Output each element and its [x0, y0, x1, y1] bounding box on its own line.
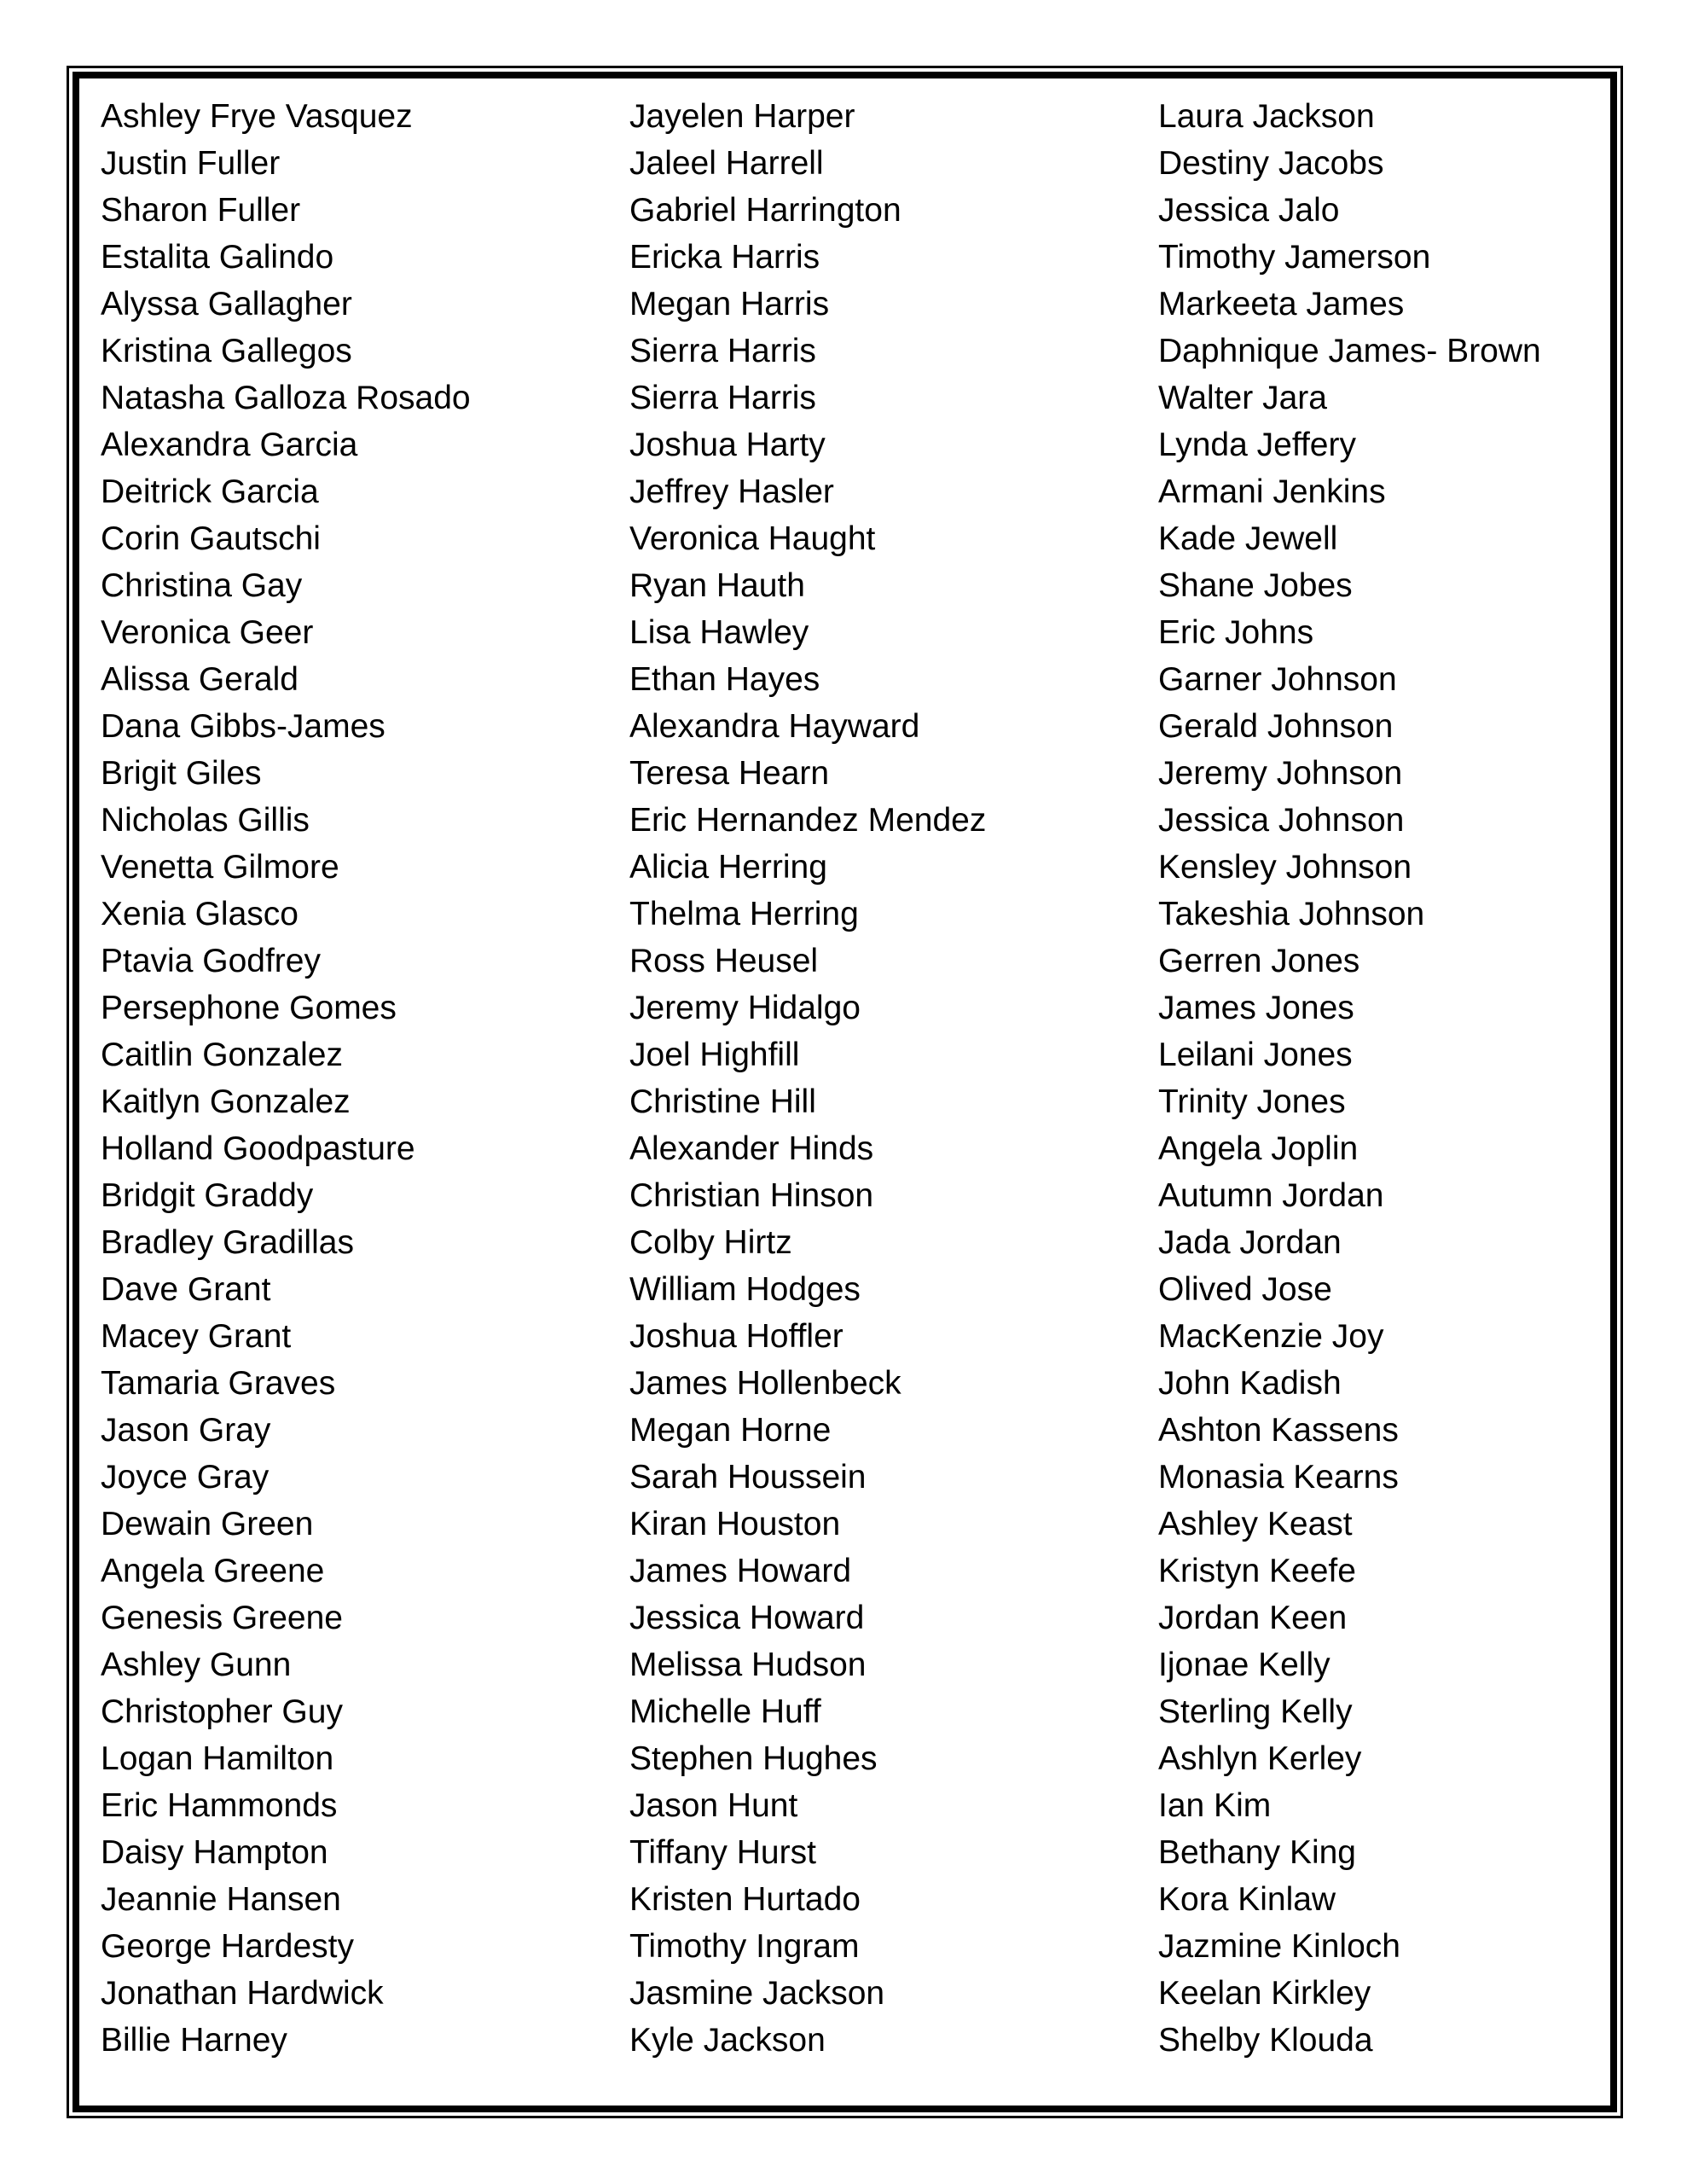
list-item: Ryan Hauth	[629, 567, 805, 604]
list-item: Jason Gray	[101, 1412, 271, 1449]
list-item: Timothy Jamerson	[1158, 239, 1431, 276]
list-item: Ashlyn Kerley	[1158, 1740, 1362, 1777]
name-column-2	[629, 93, 1158, 2064]
list-item: Alexander Hinds	[629, 1130, 874, 1167]
list-item: Jessica Jalo	[1158, 192, 1340, 229]
list-item: Kora Kinlaw	[1158, 1881, 1336, 1918]
list-item: Jonathan Hardwick	[101, 1975, 384, 2012]
list-item: Trinity Jones	[1158, 1083, 1346, 1120]
list-item: Jazmine Kinloch	[1158, 1928, 1400, 1965]
list-item: Gerald Johnson	[1158, 708, 1394, 745]
list-item: Jaleel Harrell	[629, 145, 824, 182]
list-item: Jeannie Hansen	[101, 1881, 341, 1918]
list-item: Justin Fuller	[101, 145, 281, 182]
list-item: Ashton Kassens	[1158, 1412, 1399, 1449]
list-item: Olived Jose	[1158, 1271, 1332, 1308]
list-item: Ptavia Godfrey	[101, 943, 321, 979]
list-item: Sterling Kelly	[1158, 1693, 1353, 1730]
list-item: Joyce Gray	[101, 1459, 270, 1496]
list-item: Brigit Giles	[101, 755, 262, 792]
list-item: Ijonae Kelly	[1158, 1647, 1330, 1683]
list-item: Shane Jobes	[1158, 567, 1353, 604]
list-item: Jessica Johnson	[1158, 802, 1405, 839]
list-item: James Howard	[629, 1553, 852, 1589]
list-item: William Hodges	[629, 1271, 861, 1308]
list-item: Leilani Jones	[1158, 1037, 1353, 1073]
list-item: Eric Johns	[1158, 614, 1314, 651]
list-item: Deitrick Garcia	[101, 473, 319, 510]
list-item: Ross Heusel	[629, 943, 819, 979]
list-item: Ashley Keast	[1158, 1506, 1353, 1542]
list-item: Bridgit Graddy	[101, 1177, 314, 1214]
list-item: Corin Gautschi	[101, 520, 321, 557]
list-item: Daphnique James- Brown	[1158, 333, 1541, 369]
list-item: Eric Hernandez Mendez	[629, 802, 987, 839]
list-item: Lisa Hawley	[629, 614, 809, 651]
list-item: Veronica Haught	[629, 520, 876, 557]
list-item: Nicholas Gillis	[101, 802, 310, 839]
list-item: Ashley Gunn	[101, 1647, 292, 1683]
list-item: Alissa Gerald	[101, 661, 299, 698]
name-column-3	[1158, 93, 1610, 2064]
list-item: Ericka Harris	[629, 239, 820, 276]
list-item: Christopher Guy	[101, 1693, 343, 1730]
list-item: James Jones	[1158, 990, 1354, 1026]
list-item: Jordan Keen	[1158, 1600, 1348, 1636]
list-item: Estalita Galindo	[101, 239, 334, 276]
list-item: Veronica Geer	[101, 614, 314, 651]
list-item: Laura Jackson	[1158, 98, 1375, 135]
list-item: Tiffany Hurst	[629, 1834, 816, 1871]
list-item: Kristen Hurtado	[629, 1881, 861, 1918]
list-item: Bethany King	[1158, 1834, 1357, 1871]
list-item: Megan Horne	[629, 1412, 832, 1449]
list-item: Shelby Klouda	[1158, 2022, 1373, 2059]
list-item: Jeremy Johnson	[1158, 755, 1403, 792]
list-item: Billie Harney	[101, 2022, 287, 2059]
list-item: Alexandra Garcia	[101, 427, 358, 463]
list-item: Michelle Huff	[629, 1693, 821, 1730]
list-item: Sierra Harris	[629, 333, 816, 369]
list-item: MacKenzie Joy	[1158, 1318, 1384, 1355]
list-item: Angela Greene	[101, 1553, 325, 1589]
list-item: Kaitlyn Gonzalez	[101, 1083, 351, 1120]
list-item: Jada Jordan	[1158, 1224, 1342, 1261]
list-item: Stephen Hughes	[629, 1740, 878, 1777]
list-item: Jasmine Jackson	[629, 1975, 885, 2012]
name-column-1	[101, 93, 629, 2064]
list-item: Keelan Kirkley	[1158, 1975, 1371, 2012]
list-item: Angela Joplin	[1158, 1130, 1359, 1167]
list-item: Kiran Houston	[629, 1506, 841, 1542]
list-item: Tamaria Graves	[101, 1365, 336, 1402]
list-item: Christine Hill	[629, 1083, 816, 1120]
list-item: Christian Hinson	[629, 1177, 874, 1214]
list-item: Jason Hunt	[629, 1787, 798, 1824]
list-item: Joshua Hoffler	[629, 1318, 844, 1355]
list-item: Jessica Howard	[629, 1600, 865, 1636]
list-item: Armani Jenkins	[1158, 473, 1386, 510]
list-item: Megan Harris	[629, 286, 830, 322]
list-item: Kensley Johnson	[1158, 849, 1412, 886]
list-item: Ian Kim	[1158, 1787, 1272, 1824]
list-item: Venetta Gilmore	[101, 849, 339, 886]
list-item: John Kadish	[1158, 1365, 1342, 1402]
list-item: Jeffrey Hasler	[629, 473, 834, 510]
list-item: Garner Johnson	[1158, 661, 1397, 698]
list-item: Logan Hamilton	[101, 1740, 334, 1777]
list-item: Colby Hirtz	[629, 1224, 792, 1261]
list-item: Alicia Herring	[629, 849, 827, 886]
list-item: Gerren Jones	[1158, 943, 1360, 979]
list-item: Eric Hammonds	[101, 1787, 338, 1824]
list-item: Sharon Fuller	[101, 192, 301, 229]
list-item: Ethan Hayes	[629, 661, 820, 698]
list-item: Jayelen Harper	[629, 98, 855, 135]
list-item: Alexandra Hayward	[629, 708, 920, 745]
list-item: Joshua Harty	[629, 427, 826, 463]
list-item: Joel Highfill	[629, 1037, 800, 1073]
list-item: Timothy Ingram	[629, 1928, 860, 1965]
list-item: James Hollenbeck	[629, 1365, 901, 1402]
list-item: Jeremy Hidalgo	[629, 990, 861, 1026]
list-item: Natasha Galloza Rosado	[101, 380, 471, 416]
list-item: Autumn Jordan	[1158, 1177, 1384, 1214]
list-item: Xenia Glasco	[101, 896, 299, 932]
list-item: Bradley Gradillas	[101, 1224, 354, 1261]
list-item: Kristyn Keefe	[1158, 1553, 1356, 1589]
page-border-outer	[67, 66, 1623, 2118]
list-item: Kristina Gallegos	[101, 333, 352, 369]
list-item: Takeshia Johnson	[1158, 896, 1425, 932]
list-item: Ashley Frye Vasquez	[101, 98, 413, 135]
list-item: Dave Grant	[101, 1271, 271, 1308]
list-item: Caitlin Gonzalez	[101, 1037, 343, 1073]
list-item: Persephone Gomes	[101, 990, 397, 1026]
page-border-inner	[72, 72, 1617, 2112]
list-item: Markeeta James	[1158, 286, 1405, 322]
list-item: Destiny Jacobs	[1158, 145, 1384, 182]
list-item: Gabriel Harrington	[629, 192, 901, 229]
list-item: Thelma Herring	[629, 896, 859, 932]
list-item: Monasia Kearns	[1158, 1459, 1399, 1496]
list-item: George Hardesty	[101, 1928, 354, 1965]
list-item: Lynda Jeffery	[1158, 427, 1356, 463]
list-item: Melissa Hudson	[629, 1647, 867, 1683]
list-item: Alyssa Gallagher	[101, 286, 352, 322]
list-item: Holland Goodpasture	[101, 1130, 415, 1167]
list-item: Kade Jewell	[1158, 520, 1338, 557]
name-list	[79, 78, 1610, 2106]
list-item: Teresa Hearn	[629, 755, 830, 792]
list-item: Genesis Greene	[101, 1600, 343, 1636]
list-item: Sarah Houssein	[629, 1459, 867, 1496]
list-item: Sierra Harris	[629, 380, 816, 416]
list-item: Daisy Hampton	[101, 1834, 328, 1871]
list-item: Macey Grant	[101, 1318, 292, 1355]
list-item: Christina Gay	[101, 567, 303, 604]
list-item: Dana Gibbs-James	[101, 708, 386, 745]
list-item: Dewain Green	[101, 1506, 314, 1542]
list-item: Kyle Jackson	[629, 2022, 826, 2059]
list-item: Walter Jara	[1158, 380, 1327, 416]
